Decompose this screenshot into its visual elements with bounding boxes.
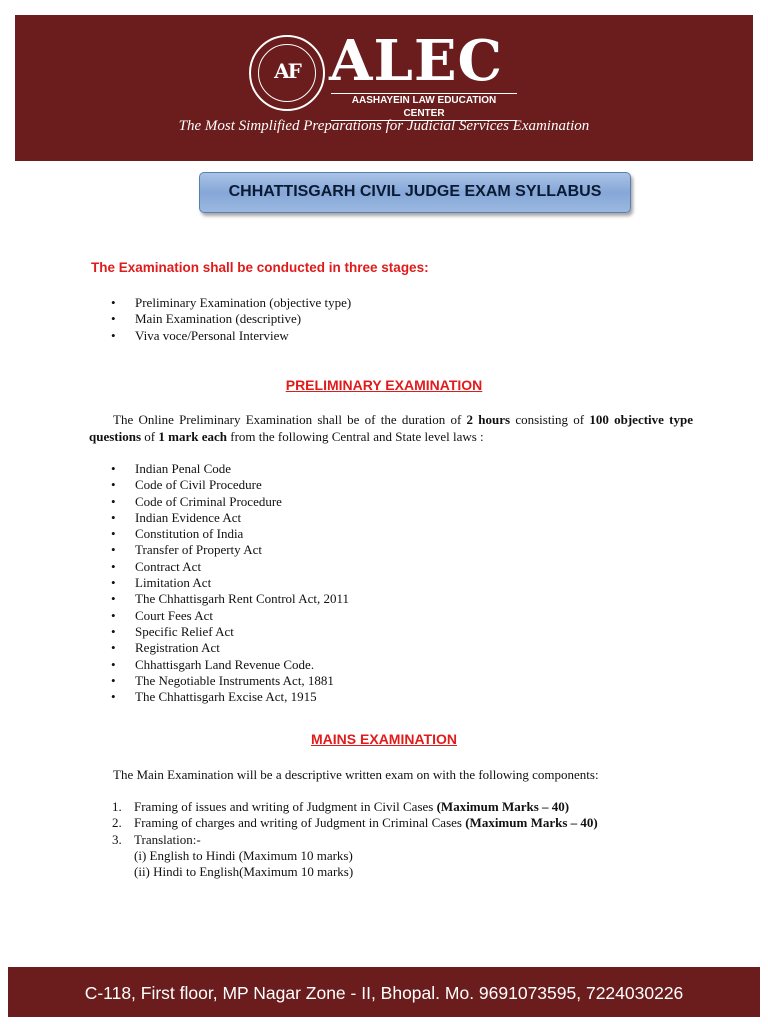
alec-logo-seal <box>249 35 325 111</box>
mains-heading: MAINS EXAMINATION <box>311 731 457 747</box>
list-item: 3. Translation:- <box>112 831 201 847</box>
stages-list <box>111 295 351 344</box>
mains-intro: The Main Examination will be a descriptive written exam on with the following components: <box>113 767 599 782</box>
translation-item: (i) English to Hindi (Maximum 10 marks) <box>134 848 353 863</box>
footer-address: C-118, First floor, MP Nagar Zone - II, Bhopal. Mo. 9691073595, 7224030226 <box>8 967 760 1017</box>
list-item: • Constitution of India <box>111 526 349 542</box>
list-item: • Indian Evidence Act <box>111 510 349 526</box>
list-item: • Specific Relief Act <box>111 624 349 640</box>
list-item: 1. Framing of issues and writing of Judgment in Civil Cases (Maximum Marks – 40) <box>112 799 570 814</box>
laws-list <box>111 461 349 705</box>
list-item: • Code of Civil Procedure <box>111 477 349 493</box>
header-banner <box>15 15 753 161</box>
preliminary-intro: The Online Preliminary Examination shall be of the duration of 2 hours consisting of 100 objective type questions of 1 mark each from the following Central and State level laws : <box>89 412 694 444</box>
preliminary-heading: PRELIMINARY EXAMINATION <box>285 377 483 393</box>
translation-item: (ii) Hindi to English(Maximum 10 marks) <box>134 864 354 879</box>
list-item: • Transfer of Property Act <box>111 542 349 558</box>
mains-components-list <box>112 799 598 848</box>
brand-subtitle: AASHAYEIN LAW EDUCATION CENTER <box>331 93 517 121</box>
list-item: • Chhattisgarh Land Revenue Code. <box>111 657 349 673</box>
list-item: • Code of Criminal Procedure <box>111 494 349 510</box>
list-item: • Indian Penal Code <box>111 461 349 477</box>
list-item: • Main Examination (descriptive) <box>111 311 351 327</box>
list-item: • Registration Act <box>111 640 349 656</box>
brand-name: ALEC <box>329 28 504 94</box>
list-item: 2. Framing of charges and writing of Judgment in Criminal Cases (Maximum Marks – 40) <box>112 815 598 831</box>
list-item: • Contract Act <box>111 559 349 575</box>
list-item: • Court Fees Act <box>111 608 349 624</box>
list-item: • The Negotiable Instruments Act, 1881 <box>111 673 349 689</box>
page-title: CHHATTISGARH CIVIL JUDGE EXAM SYLLABUS <box>199 172 631 213</box>
list-item: • Limitation Act <box>111 575 349 591</box>
logo-monogram: AF <box>274 59 300 83</box>
list-item: • Viva voce/Personal Interview <box>111 328 351 344</box>
list-item: • The Chhattisgarh Rent Control Act, 2011 <box>111 591 349 607</box>
tagline: The Most Simplified Preparations for Judicial Services Examination <box>178 118 590 134</box>
stages-heading: The Examination shall be conducted in three stages: <box>91 260 429 275</box>
list-item: • Preliminary Examination (objective type) <box>111 295 351 311</box>
list-item: • The Chhattisgarh Excise Act, 1915 <box>111 689 349 705</box>
